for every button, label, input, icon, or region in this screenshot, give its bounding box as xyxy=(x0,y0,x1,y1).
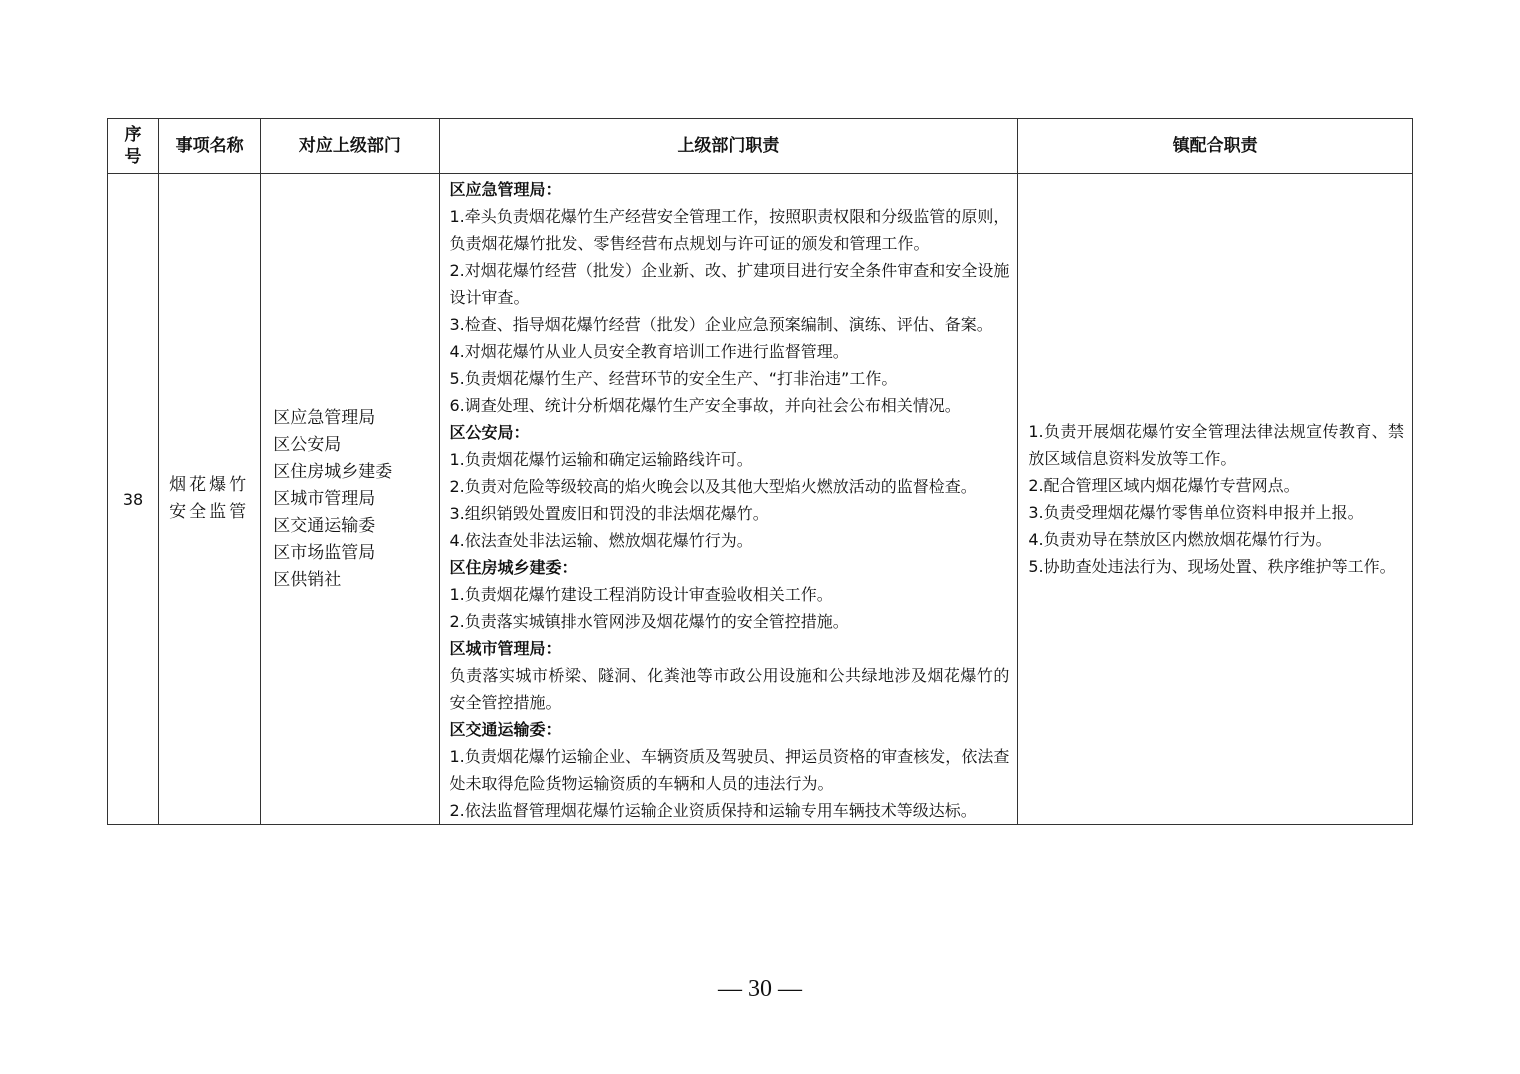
row-town-duties xyxy=(1018,174,1413,825)
row-departments xyxy=(261,174,439,825)
duty-item: 2.负责落实城镇排水管网涉及烟花爆竹的安全管控措施。 xyxy=(449,612,849,631)
duty-item: 1.负责烟花爆竹建设工程消防设计审查验收相关工作。 xyxy=(449,585,833,604)
duty-item: 1.负责烟花爆竹运输企业、车辆资质及驾驶员、押运员资格的审查核发，依法查处未取得危险货物运输资质的车辆和人员的违法行为。 xyxy=(449,747,1010,793)
header-superior-dept: 对应上级部门 xyxy=(261,119,439,174)
duty-item: 2.对烟花爆竹经营（批发）企业新、改、扩建项目进行安全条件审查和安全设施设计审查。 xyxy=(449,261,1010,307)
duty-item: 4.对烟花爆竹从业人员安全教育培训工作进行监督管理。 xyxy=(449,342,849,361)
town-duty-item: 3.负责受理烟花爆竹零售单位资料申报并上报。 xyxy=(1028,503,1364,522)
duty-item: 负责落实城市桥梁、隧洞、化粪池等市政公用设施和公共绿地涉及烟花爆竹的安全管控措施。 xyxy=(449,666,1010,712)
header-item-name: 事项名称 xyxy=(159,119,261,174)
duty-group-heading: 区住房城乡建委： xyxy=(449,558,578,577)
town-duty-item: 5.协助查处违法行为、现场处置、秩序维护等工作。 xyxy=(1028,557,1396,576)
department-item: 区公安局 xyxy=(273,434,342,455)
duty-item: 2.负责对危险等级较高的焰火晚会以及其他大型焰火燃放活动的监督检查。 xyxy=(449,477,977,496)
duty-group-heading: 区交通运输委： xyxy=(449,720,562,739)
department-item: 区市场监管局 xyxy=(273,542,376,563)
department-item: 区应急管理局 xyxy=(273,407,376,428)
duty-item: 1.负责烟花爆竹运输和确定运输路线许可。 xyxy=(449,450,753,469)
duty-item: 3.组织销毁处置废旧和罚没的非法烟花爆竹。 xyxy=(449,504,769,523)
town-duty-item: 4.负责劝导在禁放区内燃放烟花爆竹行为。 xyxy=(1028,530,1332,549)
table-row xyxy=(108,174,1413,825)
header-number: 序 号 xyxy=(108,119,159,174)
duty-item: 1.牵头负责烟花爆竹生产经营安全管理工作，按照职责权限和分级监管的原则，负责烟花爆竹批发、零售经营布点规划与许可证的颁发和管理工作。 xyxy=(449,207,1010,253)
row-superior-duties xyxy=(439,174,1018,825)
page-number: — 30 — xyxy=(718,976,802,1002)
duty-item: 2.依法监督管理烟花爆竹运输企业资质保持和运输专用车辆技术等级达标。 xyxy=(449,801,977,820)
duty-item: 4.依法查处非法运输、燃放烟花爆竹行为。 xyxy=(449,531,753,550)
duty-table xyxy=(107,118,1413,825)
department-item: 区城市管理局 xyxy=(273,488,376,509)
town-duty-item: 2.配合管理区域内烟花爆竹专营网点。 xyxy=(1028,476,1300,495)
item-name-line: 安全监管 xyxy=(169,502,250,522)
row-item-name xyxy=(159,174,261,825)
header-town-duty: 镇配合职责 xyxy=(1018,119,1413,174)
duty-item: 5.负责烟花爆竹生产、经营环节的安全生产、“打非治违”工作。 xyxy=(449,369,898,388)
department-item: 区交通运输委 xyxy=(273,515,376,536)
header-superior-duty: 上级部门职责 xyxy=(439,119,1018,174)
duty-item: 6.调查处理、统计分析烟花爆竹生产安全事故，并向社会公布相关情况。 xyxy=(449,396,961,415)
department-item: 区供销社 xyxy=(273,569,342,590)
department-item: 区住房城乡建委 xyxy=(273,461,393,482)
duty-item: 3.检查、指导烟花爆竹经营（批发）企业应急预案编制、演练、评估、备案。 xyxy=(449,315,993,334)
item-name-line: 烟花爆竹 xyxy=(169,475,250,495)
duty-group-heading: 区应急管理局： xyxy=(449,180,562,199)
duty-group-heading: 区城市管理局： xyxy=(449,639,562,658)
row-number: 38 xyxy=(108,174,159,825)
town-duty-item: 1.负责开展烟花爆竹安全管理法律法规宣传教育、禁放区域信息资料发放等工作。 xyxy=(1028,422,1404,468)
table-header-row xyxy=(108,119,1413,174)
duty-group-heading: 区公安局： xyxy=(449,423,530,442)
